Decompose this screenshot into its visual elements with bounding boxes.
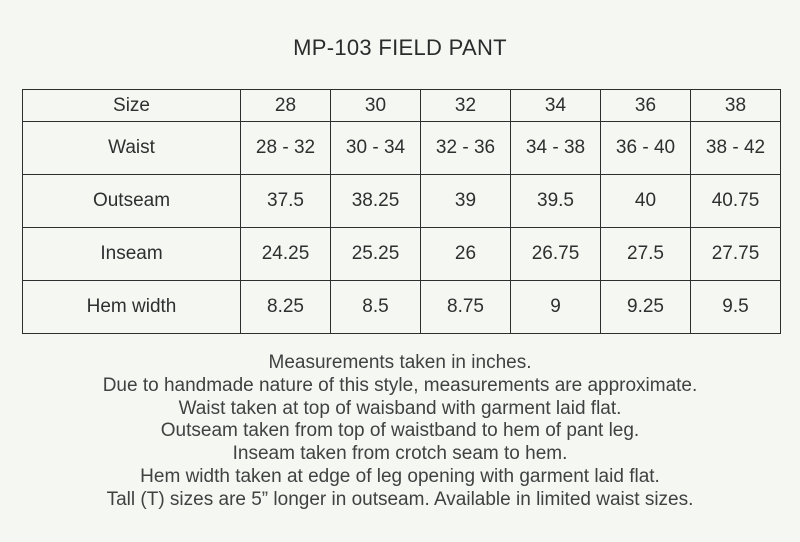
table-cell: 9.25 [601, 281, 691, 334]
table-cell: 34 - 38 [511, 122, 601, 175]
table-cell: 27.5 [601, 228, 691, 281]
note-line: Due to handmade nature of this style, measurements are approximate. [102, 374, 698, 396]
table-cell: 36 - 40 [601, 122, 691, 175]
table-cell: 28 - 32 [241, 122, 331, 175]
table-cell: 26.75 [511, 228, 601, 281]
table-cell: 40.75 [691, 175, 781, 228]
table-cell: 25.25 [331, 228, 421, 281]
table-cell: 9.5 [691, 281, 781, 334]
table-cell: 37.5 [241, 175, 331, 228]
column-header: 28 [241, 90, 331, 122]
table-row-hem-width [23, 281, 781, 334]
table-row-inseam [23, 228, 781, 281]
size-chart-table [22, 89, 781, 334]
table-cell: 8.75 [421, 281, 511, 334]
note-line: Outseam taken from top of waistband to hem of pant leg. [160, 420, 640, 442]
table-header-row [23, 90, 781, 122]
column-header: 30 [331, 90, 421, 122]
table-cell: 38.25 [331, 175, 421, 228]
table-cell: 9 [511, 281, 601, 334]
column-header-size: Size [23, 90, 241, 122]
row-label: Hem width [23, 281, 241, 334]
table-cell: 8.25 [241, 281, 331, 334]
table-cell: 39.5 [511, 175, 601, 228]
table-cell: 32 - 36 [421, 122, 511, 175]
column-header: 34 [511, 90, 601, 122]
note-line: Waist taken at top of waisband with garment laid flat. [178, 397, 622, 419]
table-cell: 27.75 [691, 228, 781, 281]
table-cell: 24.25 [241, 228, 331, 281]
table-row-waist [23, 122, 781, 175]
table-row-outseam [23, 175, 781, 228]
row-label: Waist [23, 122, 241, 175]
table-cell: 39 [421, 175, 511, 228]
column-header: 32 [421, 90, 511, 122]
row-label: Outseam [23, 175, 241, 228]
table-cell: 26 [421, 228, 511, 281]
table-cell: 30 - 34 [331, 122, 421, 175]
row-label: Inseam [23, 228, 241, 281]
note-line: Tall (T) sizes are 5” longer in outseam. Available in limited waist sizes. [106, 488, 694, 510]
page-title: MP-103 FIELD PANT [293, 35, 507, 60]
table-cell: 38 - 42 [691, 122, 781, 175]
note-line: Measurements taken in inches. [268, 352, 532, 373]
table-cell: 40 [601, 175, 691, 228]
column-header: 38 [691, 90, 781, 122]
note-line: Hem width taken at edge of leg opening with garment laid flat. [140, 465, 660, 487]
measurement-notes [0, 352, 800, 512]
note-line: Inseam taken from crotch seam to hem. [232, 443, 568, 465]
column-header: 36 [601, 90, 691, 122]
table-cell: 8.5 [331, 281, 421, 334]
